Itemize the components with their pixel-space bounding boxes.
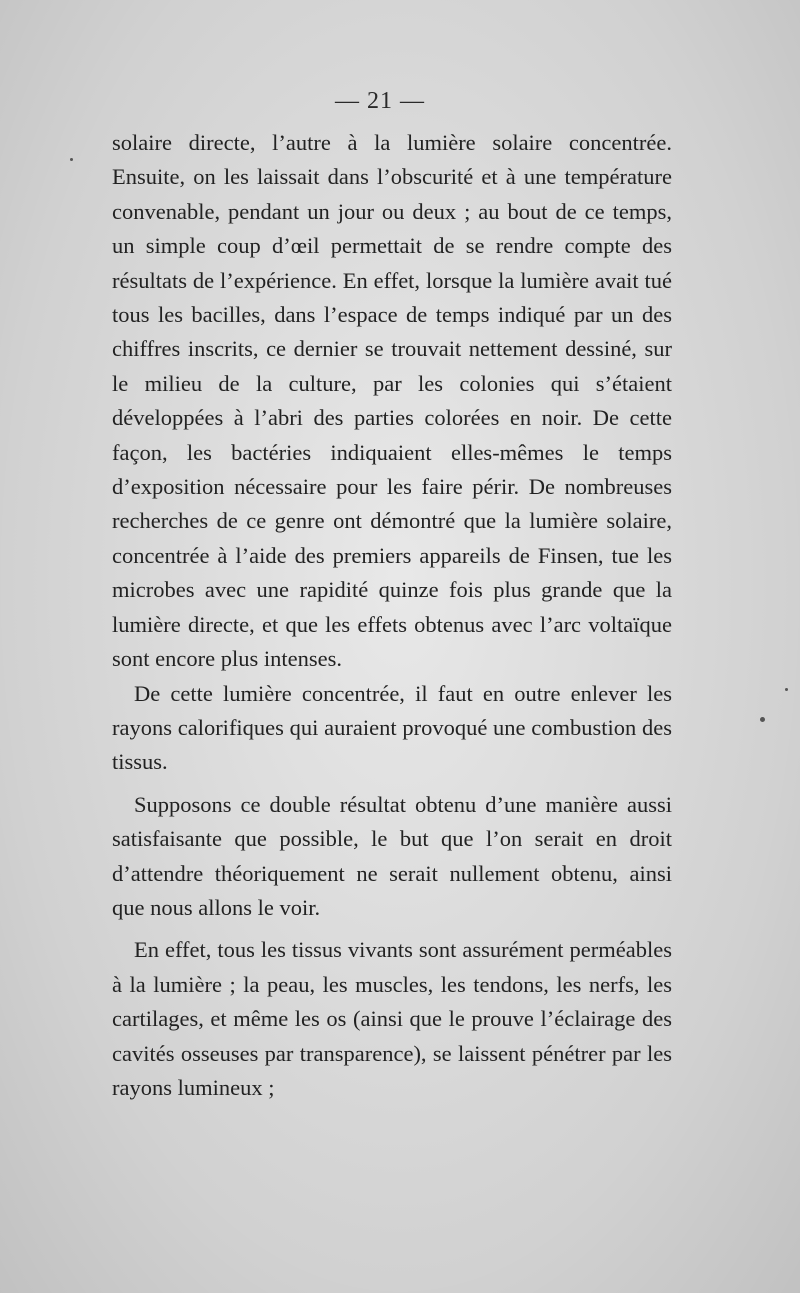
paragraph-gap xyxy=(112,925,672,933)
body-text xyxy=(112,126,672,1105)
paper-speck xyxy=(70,158,73,161)
paragraph-4: En effet, tous les tissus vivants sont assurément perméables à la lumière ; la peau, les muscles, les tendons, les nerfs, les cartilages, et même les os (ainsi que le prouve l’éclairage des cavités osseuses par transparence), se laissent pénétrer par les rayons lumineux ; xyxy=(112,937,672,1100)
paragraph-1: solaire directe, l’autre à la lumière solaire concentrée. Ensuite, on les laissait dans l’obscurité et à une température convenable, pendant un jour ou deux ; au bout de ce temps, un simple coup d’œil permettait de se rendre compte des résultats de l’expérience. En effet, lorsque la lumière avait tué tous les bacilles, dans l’espace de temps indiqué par un des chiffres inscrits, ce dernier se trouvait nettement dessiné, sur le milieu de la culture, par les colonies qui s’étaient développées à l’abri des parties colorées en noir. De cette façon, les bactéries indiquaient elles-mêmes le temps d’exposition nécessaire pour les faire périr. De nombreuses recherches de ce genre ont démontré que la lumière solaire, concentrée à l’aide des premiers appareils de Finsen, tue les microbes avec une rapidité quinze fois plus grande que la lumière directe, et que les effets obtenus avec l’arc voltaïque sont encore plus intenses. xyxy=(112,130,672,672)
paragraph-gap xyxy=(112,780,672,788)
page-number: — 21 — xyxy=(335,88,425,114)
paper-speck xyxy=(785,688,788,691)
paper-speck xyxy=(760,717,765,722)
paragraph-3: Supposons ce double résultat obtenu d’une manière aussi satisfaisante que possible, le but que l’on serait en droit d’attendre théoriquement ne serait nullement obtenu, ainsi que nous allons le voir. xyxy=(112,791,672,920)
paragraph-2: De cette lumière concentrée, il faut en outre enlever les rayons calorifiques qui auraient provoqué une combustion des tissus. xyxy=(112,680,672,775)
